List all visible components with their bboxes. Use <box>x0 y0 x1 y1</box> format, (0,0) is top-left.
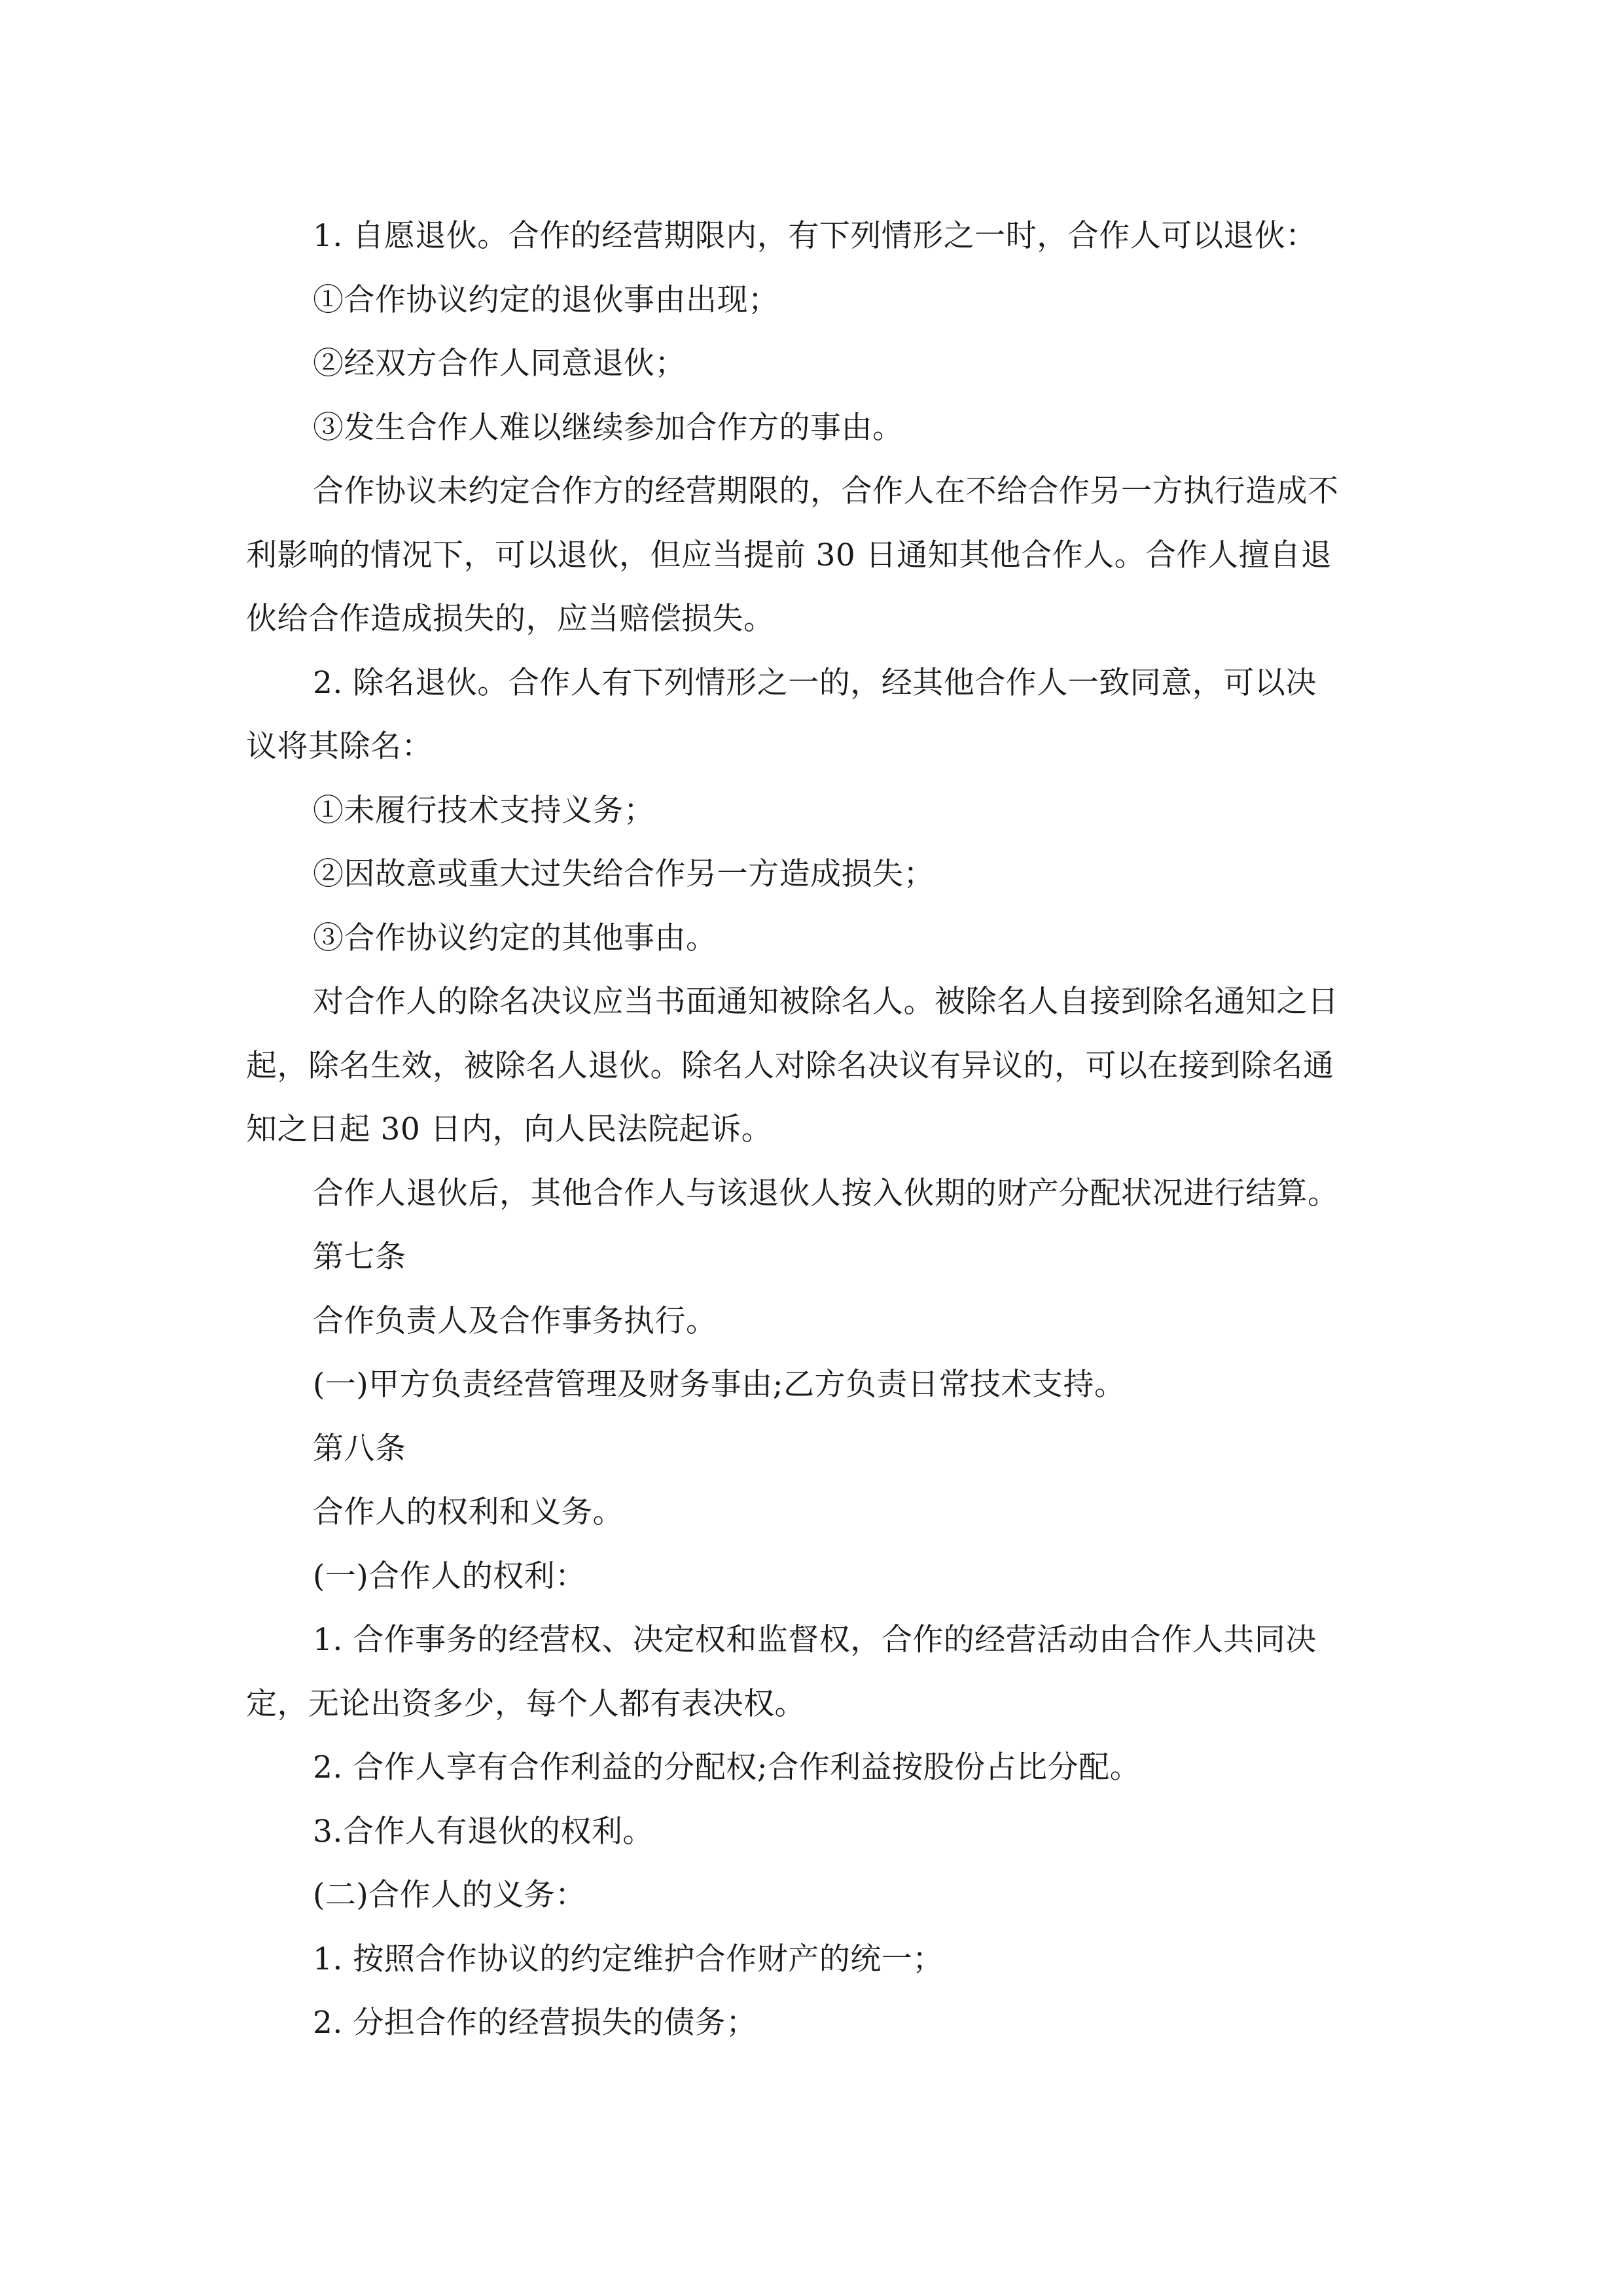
paragraph-line: 1. 自愿退伙。合作的经营期限内，有下列情形之一时，合作人可以退伙： <box>313 218 1317 254</box>
paragraph-line: ③发生合作人难以继续参加合作方的事由。 <box>313 409 904 446</box>
document-body <box>246 204 1385 2055</box>
paragraph-line: (一)甲方负责经营管理及财务事由;乙方负责日常技术支持。 <box>313 1367 1126 1403</box>
paragraph-line: 3.合作人有退伙的权利。 <box>313 1813 654 1850</box>
paragraph-line: 2. 合作人享有合作利益的分配权;合作利益按股份占比分配。 <box>313 1749 1141 1785</box>
paragraph-line: 合作人的权利和义务。 <box>313 1494 624 1530</box>
paragraph-line: 合作人退伙后，其他合作人与该退伙人按入伙期的财产分配状况进行结算。 <box>313 1175 1339 1211</box>
paragraph-line: 定，无论出资多少，每个人都有表决权。 <box>246 1685 806 1722</box>
paragraph-line: ②因故意或重大过失给合作另一方造成损失； <box>313 856 935 892</box>
paragraph-line: 利影响的情况下，可以退伙，但应当提前 30 日通知其他合作人。合作人擅自退 <box>246 537 1332 573</box>
paragraph-line: (一)合作人的权利： <box>313 1558 586 1594</box>
paragraph-line: ②经双方合作人同意退伙； <box>313 346 686 382</box>
paragraph-line: 合作负责人及合作事务执行。 <box>313 1302 717 1339</box>
paragraph-line: 知之日起 30 日内，向人民法院起诉。 <box>246 1111 773 1147</box>
paragraph-line: 伙给合作造成损失的，应当赔偿损失。 <box>246 601 775 637</box>
paragraph-line: ①未履行技术支持义务； <box>313 792 655 829</box>
paragraph-line: ①合作协议约定的退伙事由出现； <box>313 281 779 318</box>
paragraph-line: 议将其除名： <box>246 728 433 764</box>
paragraph-line: (二)合作人的义务： <box>313 1877 586 1913</box>
paragraph-line: 1. 按照合作协议的约定维护合作财产的统一； <box>313 1941 944 1977</box>
article-heading: 第八条 <box>313 1430 406 1467</box>
paragraph-line: 对合作人的除名决议应当书面通知被除名人。被除名人自接到除名通知之日 <box>313 984 1339 1020</box>
paragraph-line: 合作协议未约定合作方的经营期限的，合作人在不给合作另一方执行造成不 <box>313 473 1339 509</box>
paragraph-line: 2. 除名退伙。合作人有下列情形之一的，经其他合作人一致同意，可以决 <box>313 664 1317 701</box>
paragraph-line: 起，除名生效，被除名人退伙。除名人对除名决议有异议的，可以在接到除名通 <box>246 1047 1334 1084</box>
paragraph-line: ③合作协议约定的其他事由。 <box>313 920 717 956</box>
paragraph-line: 1. 合作事务的经营权、决定权和监督权，合作的经营活动由合作人共同决 <box>313 1622 1317 1658</box>
article-heading: 第七条 <box>313 1239 406 1275</box>
paragraph-line: 2. 分担合作的经营损失的债务； <box>313 2005 757 2041</box>
